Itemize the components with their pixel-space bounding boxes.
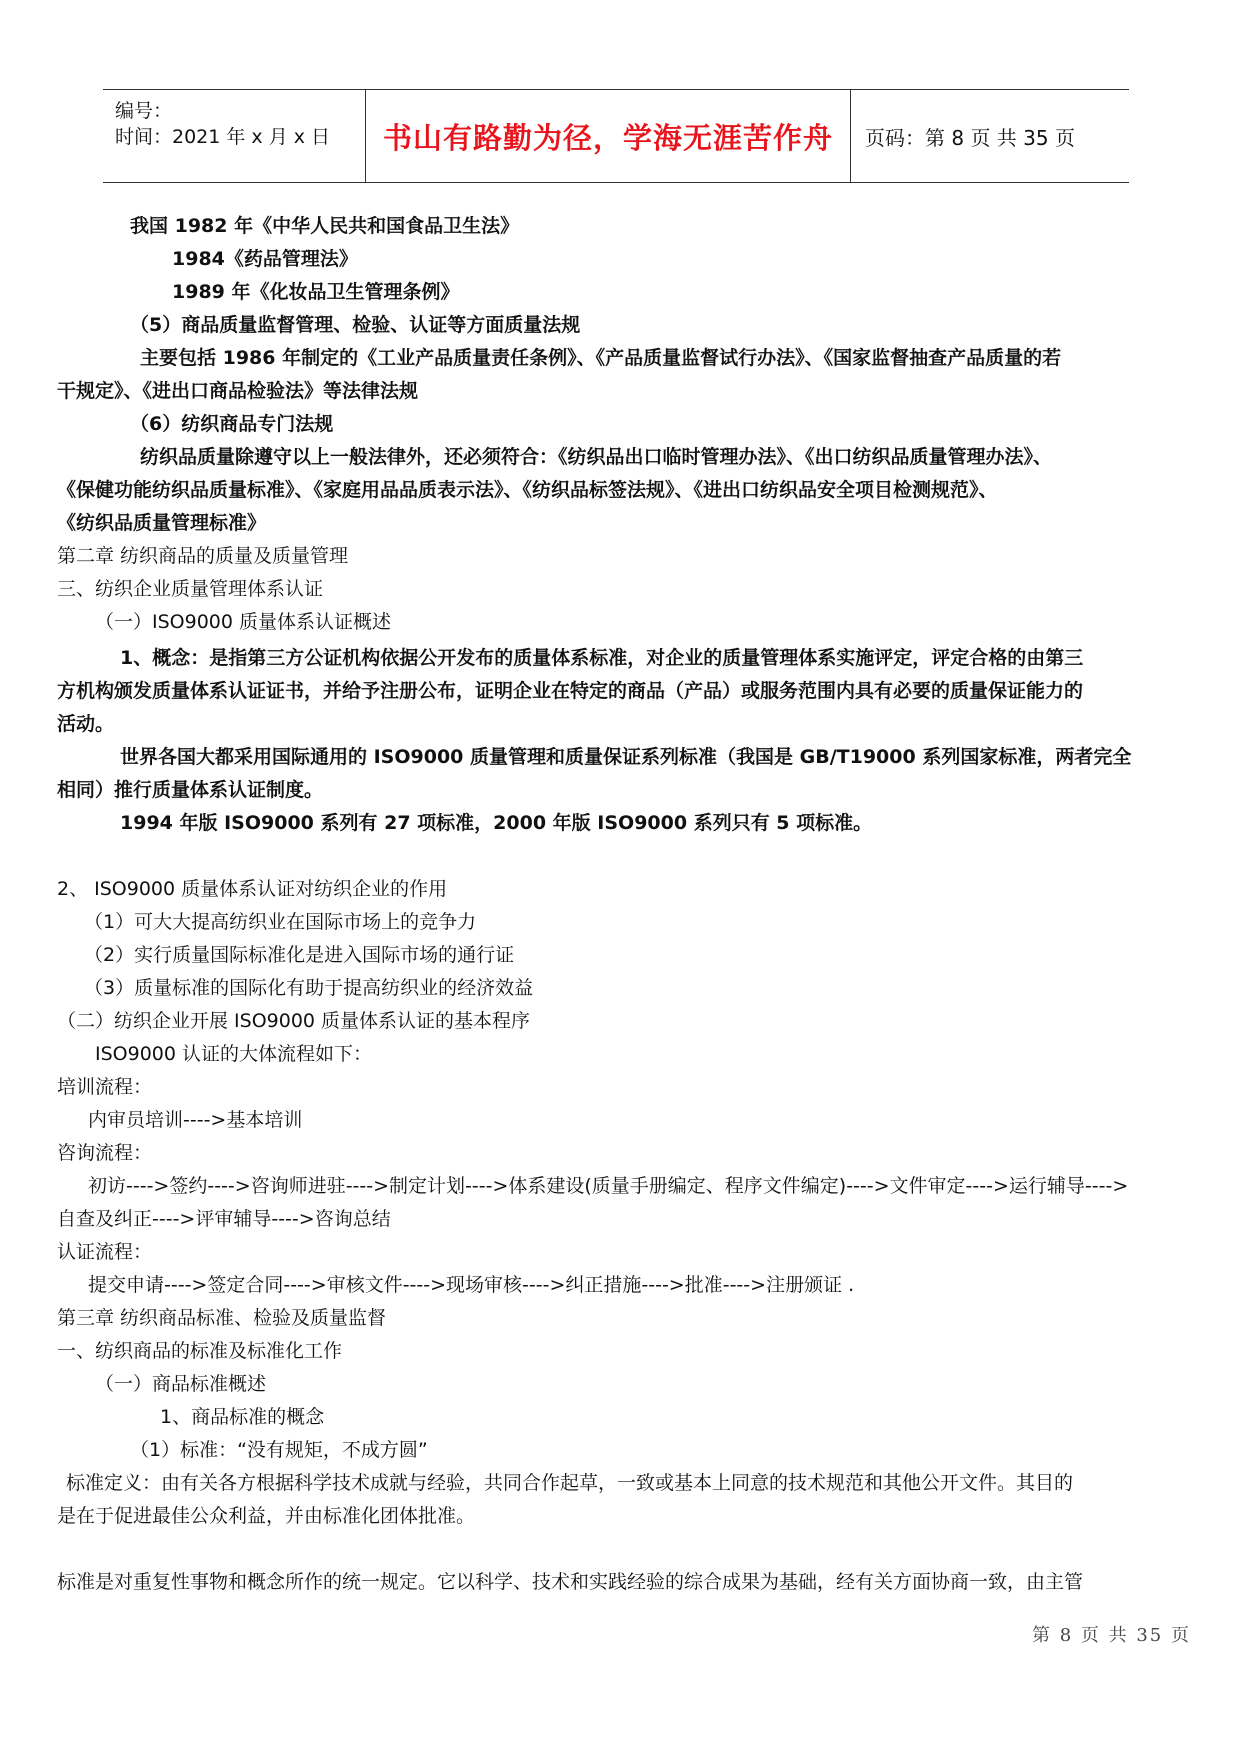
- body-line: 我国 1982 年《中华人民共和国食品卫生法》: [130, 215, 520, 237]
- body-line: 标准是对重复性事物和概念所作的统一规定。它以科学、技术和实践经验的综合成果为基础，经有关方面协商一致，由主管: [57, 1571, 1084, 1593]
- body-line: 1994 年版 ISO9000 系列有 27 项标准，2000 年版 ISO9000 系列只有 5 项标准。: [120, 812, 873, 834]
- body-line: 世界各国大都采用国际通用的 ISO9000 质量管理和质量保证系列标准（我国是 GB/T19000 系列国家标准，两者完全: [120, 746, 1132, 768]
- body-line: 活动。: [57, 713, 115, 735]
- body-line: 是在于促进最佳公众利益，并由标准化团体批准。: [57, 1505, 476, 1527]
- body-line: （5）商品质量监督管理、检验、认证等方面质量法规: [130, 314, 581, 336]
- body-line: 方机构颁发质量体系认证证书，并给予注册公布，证明企业在特定的商品（产品）或服务范围内具有必要的质量保证能力的: [57, 680, 1084, 702]
- header-meta-cell: [103, 90, 366, 182]
- body-line: （1）标准：“没有规矩，不成方圆”: [130, 1439, 428, 1461]
- body-line: 内审员培训---->基本培训: [88, 1109, 303, 1131]
- body-line: （6）纺织商品专门法规: [130, 413, 334, 435]
- document-date: 时间：2021 年 x 月 x 日: [115, 126, 331, 148]
- list-item: （1）可大大提高纺织业在国际市场上的竞争力: [84, 911, 477, 933]
- subsection-heading: （二）纺织企业开展 ISO9000 质量体系认证的基本程序: [57, 1010, 531, 1032]
- header-page-cell: [851, 90, 1129, 182]
- body-line: 干规定》、《进出口商品检验法》等法律法规: [57, 380, 419, 402]
- chapter-heading: 第三章 纺织商品标准、检验及质量监督: [57, 1307, 387, 1329]
- body-line: 标准定义：由有关各方根据科学技术成就与经验，共同合作起草，一致或基本上同意的技术规范和其他公开文件。其目的: [66, 1472, 1074, 1494]
- body-line: 纺织品质量除遵守以上一般法律外，还必须符合：《纺织品出口临时管理办法》、《出口纺织品质量管理办法》、: [140, 446, 1053, 468]
- body-line: 《保健功能纺织品质量标准》、《家庭用品品质表示法》、《纺织品标签法规》、《进出口纺织品安全项目检测规范》、: [57, 479, 998, 501]
- body-line: 1、商品标准的概念: [160, 1406, 325, 1428]
- page-footer: 第 8 页 共 35 页: [1032, 1625, 1191, 1646]
- subsection-heading: （一）ISO9000 质量体系认证概述: [95, 611, 392, 633]
- body-line: ISO9000 认证的大体流程如下：: [95, 1043, 373, 1065]
- document-number-label: 编号：: [115, 100, 173, 122]
- body-line: 提交申请---->签定合同---->审核文件---->现场审核---->纠正措施---->批准---->注册颁证 .: [88, 1274, 855, 1296]
- body-line: 《纺织品质量管理标准》: [57, 512, 267, 534]
- body-line: 认证流程：: [57, 1241, 153, 1263]
- motto-text: 书山有路勤为径，学海无涯苦作舟: [382, 120, 833, 155]
- chapter-heading: 第二章 纺织商品的质量及质量管理: [57, 545, 349, 567]
- body-line: 相同）推行质量体系认证制度。: [57, 779, 324, 801]
- body-line: 1、概念：是指第三方公证机构依据公开发布的质量体系标准，对企业的质量管理体系实施评定，评定合格的由第三: [120, 647, 1084, 669]
- body-line: 自查及纠正---->评审辅导---->咨询总结: [57, 1208, 391, 1230]
- body-line: 主要包括 1986 年制定的《工业产品质量责任条例》、《产品质量监督试行办法》、《国家监督抽查产品质量的若: [140, 347, 1062, 369]
- subsection-heading: （一）商品标准概述: [95, 1373, 267, 1395]
- body-line: 初访---->签约---->咨询师进驻---->制定计划---->体系建设(质量手册编定、程序文件编定)---->文件审定---->运行辅导---->: [88, 1175, 1129, 1197]
- header-table: [103, 89, 1129, 183]
- header-motto-cell: [366, 90, 851, 182]
- section-heading: 一、纺织商品的标准及标准化工作: [57, 1340, 343, 1362]
- header-page-info: 页码：第 8 页 共 35 页: [865, 125, 1075, 150]
- body-line: 1989 年《化妆品卫生管理条例》: [172, 281, 460, 303]
- body-line: 2、 ISO9000 质量体系认证对纺织企业的作用: [57, 878, 448, 900]
- body-line: 1984《药品管理法》: [172, 248, 358, 270]
- body-line: 咨询流程：: [57, 1142, 153, 1164]
- section-heading: 三、纺织企业质量管理体系认证: [57, 578, 324, 600]
- body-line: 培训流程：: [57, 1076, 153, 1098]
- list-item: （2）实行质量国际标准化是进入国际市场的通行证: [84, 944, 515, 966]
- list-item: （3）质量标准的国际化有助于提高纺织业的经济效益: [84, 977, 534, 999]
